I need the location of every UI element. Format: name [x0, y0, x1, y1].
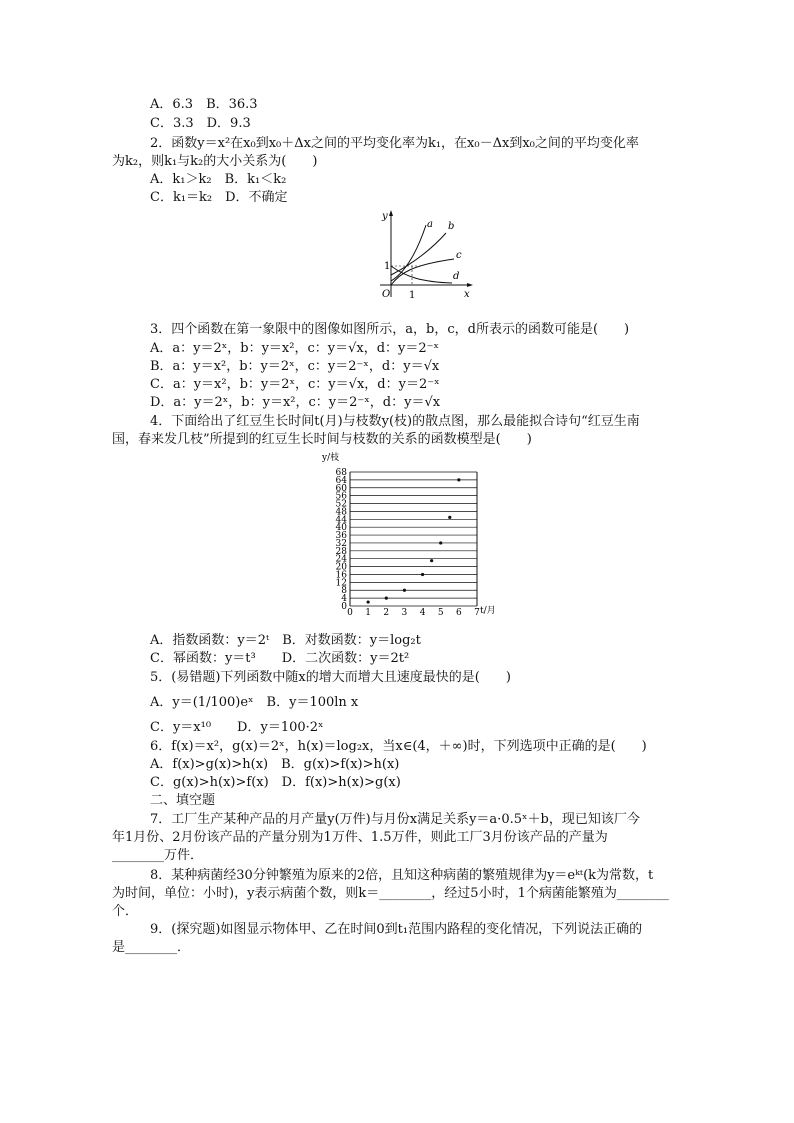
q3-stem: 3．四个函数在第一象限中的图像如图所示，a，b，c，d所表示的函数可能是( ): [150, 322, 630, 337]
q7-blank-line: ________万件．: [112, 848, 204, 863]
q2-options-ab: A．k₁＞k₂ B．k₁＜k₂: [150, 172, 287, 187]
data-point: [448, 516, 451, 519]
x-axis-label: x: [464, 289, 470, 300]
q9-stem-continued: 是________．: [112, 940, 191, 955]
q8-stem-continued: 为时间，单位：小时)，y表示病菌个数，则k＝________，经过5小时，1个病菌能繁殖为________: [112, 886, 669, 901]
curve-d: [391, 266, 452, 283]
q5-stem: 5．(易错题)下列函数中随x的增大而增大且速度最快的是( ): [150, 670, 511, 685]
y-tick-label: 68: [335, 468, 347, 478]
y-tick-label: 8: [341, 586, 347, 597]
curve-c-label: c: [456, 250, 462, 261]
x-tick-label: 2: [383, 608, 390, 618]
q7-stem-continued: 年1月份、2月份该产品的产量分别为1万件、1.5万件，则此工厂3月份该产品的产量为: [112, 830, 608, 845]
chart-grid: [350, 472, 477, 606]
y-tick-label: 56: [335, 491, 347, 502]
y-tick-label: 28: [335, 546, 347, 557]
data-point: [385, 597, 388, 600]
data-point: [367, 600, 370, 603]
q6-options-ab: A．f(x)>g(x)>h(x) B．g(x)>f(x)>h(x): [150, 757, 400, 772]
y-one-label: 1: [384, 261, 391, 272]
y-tick-label: 24: [335, 554, 347, 565]
q2-stem: 2．函数y＝x²在x₀到x₀＋Δx之间的平均变化率为k₁，在x₀－Δx到x₀之间的平均变化率: [150, 136, 639, 151]
y-axis-label: y: [382, 211, 388, 222]
y-tick-label: 64: [335, 475, 347, 486]
q3-option-a: A．a：y＝2ˣ，b：y＝x²，c：y＝√x，d：y＝2⁻ˣ: [150, 341, 440, 356]
origin-label: O: [382, 289, 391, 300]
curve-b: [391, 233, 446, 275]
q6-stem: 6．f(x)＝x²，g(x)＝2ˣ，h(x)＝log₂x，当x∈(4，＋∞)时，下列选项中正确的是( ): [150, 739, 647, 754]
q3-option-b: B．a：y＝x²，b：y＝2ˣ，c：y＝2⁻ˣ，d：y＝√x: [150, 359, 440, 374]
y-tick-label: 4: [341, 594, 347, 605]
x-tick-label: 7: [474, 608, 480, 618]
section-title-fill-in: 二、填空题: [150, 793, 216, 808]
q4-stem-continued: 国，春来发几枝”所提到的红豆生长时间与枝数的关系的函数模型是( ): [112, 432, 532, 447]
data-point: [457, 478, 460, 481]
q2-stem-continued: 为k₂，则k₁与k₂的大小关系为( ): [112, 154, 318, 169]
data-point: [430, 559, 433, 562]
q5-options-ab: A．y＝(1/100)eˣ B．y＝100ln x: [150, 695, 359, 710]
data-point: [421, 573, 424, 576]
y-tick-label: 0: [341, 602, 347, 612]
function-graph: [360, 207, 480, 315]
y-axis-arrow-icon: [389, 210, 393, 216]
x-tick-label: 3: [401, 608, 408, 618]
y-axis-title: y/枝: [322, 453, 340, 463]
data-point: [439, 541, 442, 544]
curve-b-label: b: [448, 221, 455, 232]
y-tick-label: 12: [335, 578, 347, 589]
x-one-label: 1: [409, 290, 416, 301]
y-tick-label: 48: [335, 507, 347, 518]
y-tick-label: 20: [335, 562, 347, 573]
q3-option-c: C．a：y＝x²，b：y＝2ˣ，c：y＝√x，d：y＝2⁻ˣ: [150, 377, 440, 392]
y-tick-label: 44: [335, 515, 347, 526]
y-tick-label: 16: [335, 570, 347, 581]
y-tick-label: 40: [335, 523, 347, 534]
curve-a-label: a: [427, 219, 433, 230]
q1-options-ab: A．6.3 B．36.3: [150, 97, 258, 112]
q4-options-cd: C．幂函数：y＝t³ D．二次函数：y＝2t²: [150, 651, 410, 666]
x-tick-label: 4: [419, 608, 426, 618]
x-tick-label: 0: [347, 608, 353, 618]
y-tick-label: 52: [335, 499, 347, 510]
x-axis-arrow-icon: [467, 283, 473, 287]
q8-stem: 8．某种病菌经30分钟繁殖为原来的2倍，且知这种病菌的繁殖规律为y＝eᵏᵗ(k为常数，t: [150, 868, 654, 883]
x-tick-label: 1: [365, 608, 372, 618]
x-tick-label: 6: [455, 608, 462, 618]
q5-options-cd: C．y＝x¹⁰ D．y＝100·2ˣ: [150, 720, 324, 735]
x-axis-title: t/月: [480, 606, 496, 616]
y-tick-label: 60: [335, 483, 347, 494]
curve-d-label: d: [453, 271, 460, 282]
y-tick-label: 36: [335, 531, 347, 542]
q8-stem-end: 个．: [112, 904, 139, 919]
q3-option-d: D．a：y＝2ˣ，b：y＝x²，c：y＝2⁻ˣ，d：y＝√x: [150, 395, 441, 410]
q6-options-cd: C．g(x)>h(x)>f(x) D．f(x)>h(x)>g(x): [150, 775, 401, 790]
data-points: [367, 478, 461, 603]
x-tick-labels: [347, 608, 480, 618]
x-tick-label: 5: [437, 608, 444, 618]
q7-stem: 7．工厂生产某种产品的月产量y(万件)与月份x满足关系y＝a·0.5ˣ＋b，现已知该厂今: [150, 812, 640, 827]
q4-options-ab: A．指数函数：y＝2ᵗ B．对数函数：y＝log₂t: [150, 633, 421, 648]
y-tick-labels: [336, 468, 348, 612]
data-point: [403, 589, 406, 592]
q1-options-cd: C．3.3 D．9.3: [150, 116, 251, 131]
scatter-chart: [320, 450, 500, 622]
q9-stem: 9．(探究题)如图显示物体甲、乙在时间0到t₁范围内路程的变化情况，下列说法正确的: [150, 922, 643, 937]
q2-options-cd: C．k₁＝k₂ D．不确定: [150, 190, 288, 205]
q4-stem: 4．下面给出了红豆生长时间t(月)与枝数y(枝)的散点图，那么最能拟合诗句“红豆生南: [150, 414, 640, 429]
y-tick-label: 32: [335, 538, 347, 549]
